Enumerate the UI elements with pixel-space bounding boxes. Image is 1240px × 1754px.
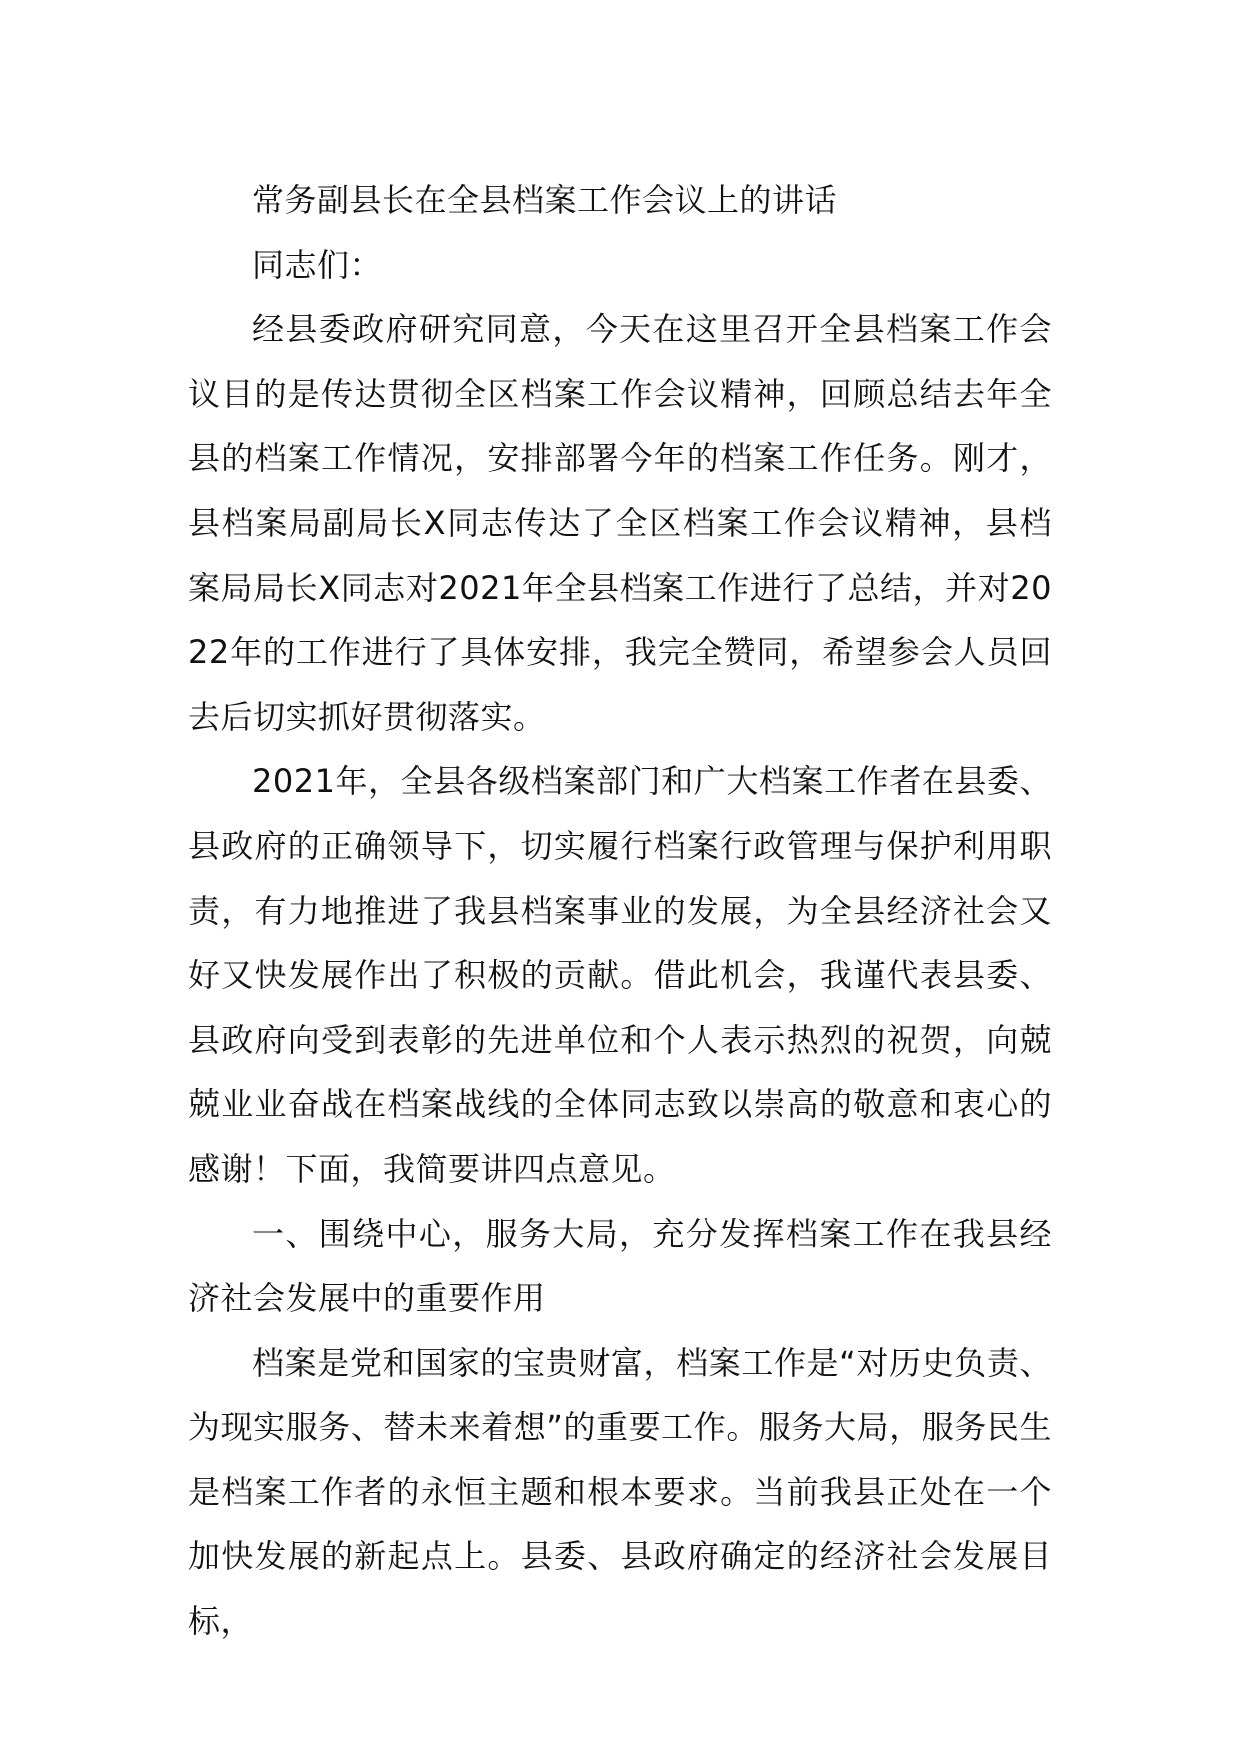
document-body: [188, 168, 1052, 1654]
paragraph-archives-value: 档案是党和国家的宝贵财富，档案工作是“对历史负责、为现实服务、替未来着想”的重要工作。服务大局，服务民生是档案工作者的永恒主题和根本要求。当前我县正处在一个加快发展的新起点上。县委、县政府确定的经济社会发展目标，: [188, 1343, 1052, 1641]
speech-title: 常务副县长在全县档案工作会议上的讲话: [252, 181, 838, 219]
salutation: 同志们：: [252, 245, 383, 284]
paragraph-review-2021: 2021年，全县各级档案部门和广大档案工作者在县委、县政府的正确领导下，切实履行档案行政管理与保护利用职责，有力地推进了我县档案事业的发展，为全县经济社会又好又快发展作出了积极的贡献。借此机会，我谨代表县委、县政府向受到表彰的先进单位和个人表示热烈的祝贺，向兢兢业业奋战在档案战线的全体同志致以崇高的敬意和衷心的感谢！下面，我简要讲四点意见。: [188, 762, 1052, 1188]
section-heading-1: 一、围绕中心，服务大局，充分发挥档案工作在我县经济社会发展中的重要作用: [188, 1214, 1052, 1318]
paragraph-intro: 经县委政府研究同意，今天在这里召开全县档案工作会议目的是传达贯彻全区档案工作会议精神，回顾总结去年全县的档案工作情况，安排部署今年的档案工作任务。刚才，县档案局副局长X同志传达了全区档案工作会议精神，县档案局局长X同志对2021年全县档案工作进行了总结，并对2022年的工作进行了具体安排，我完全赞同，希望参会人员回去后切实抓好贯彻落实。: [188, 310, 1052, 736]
